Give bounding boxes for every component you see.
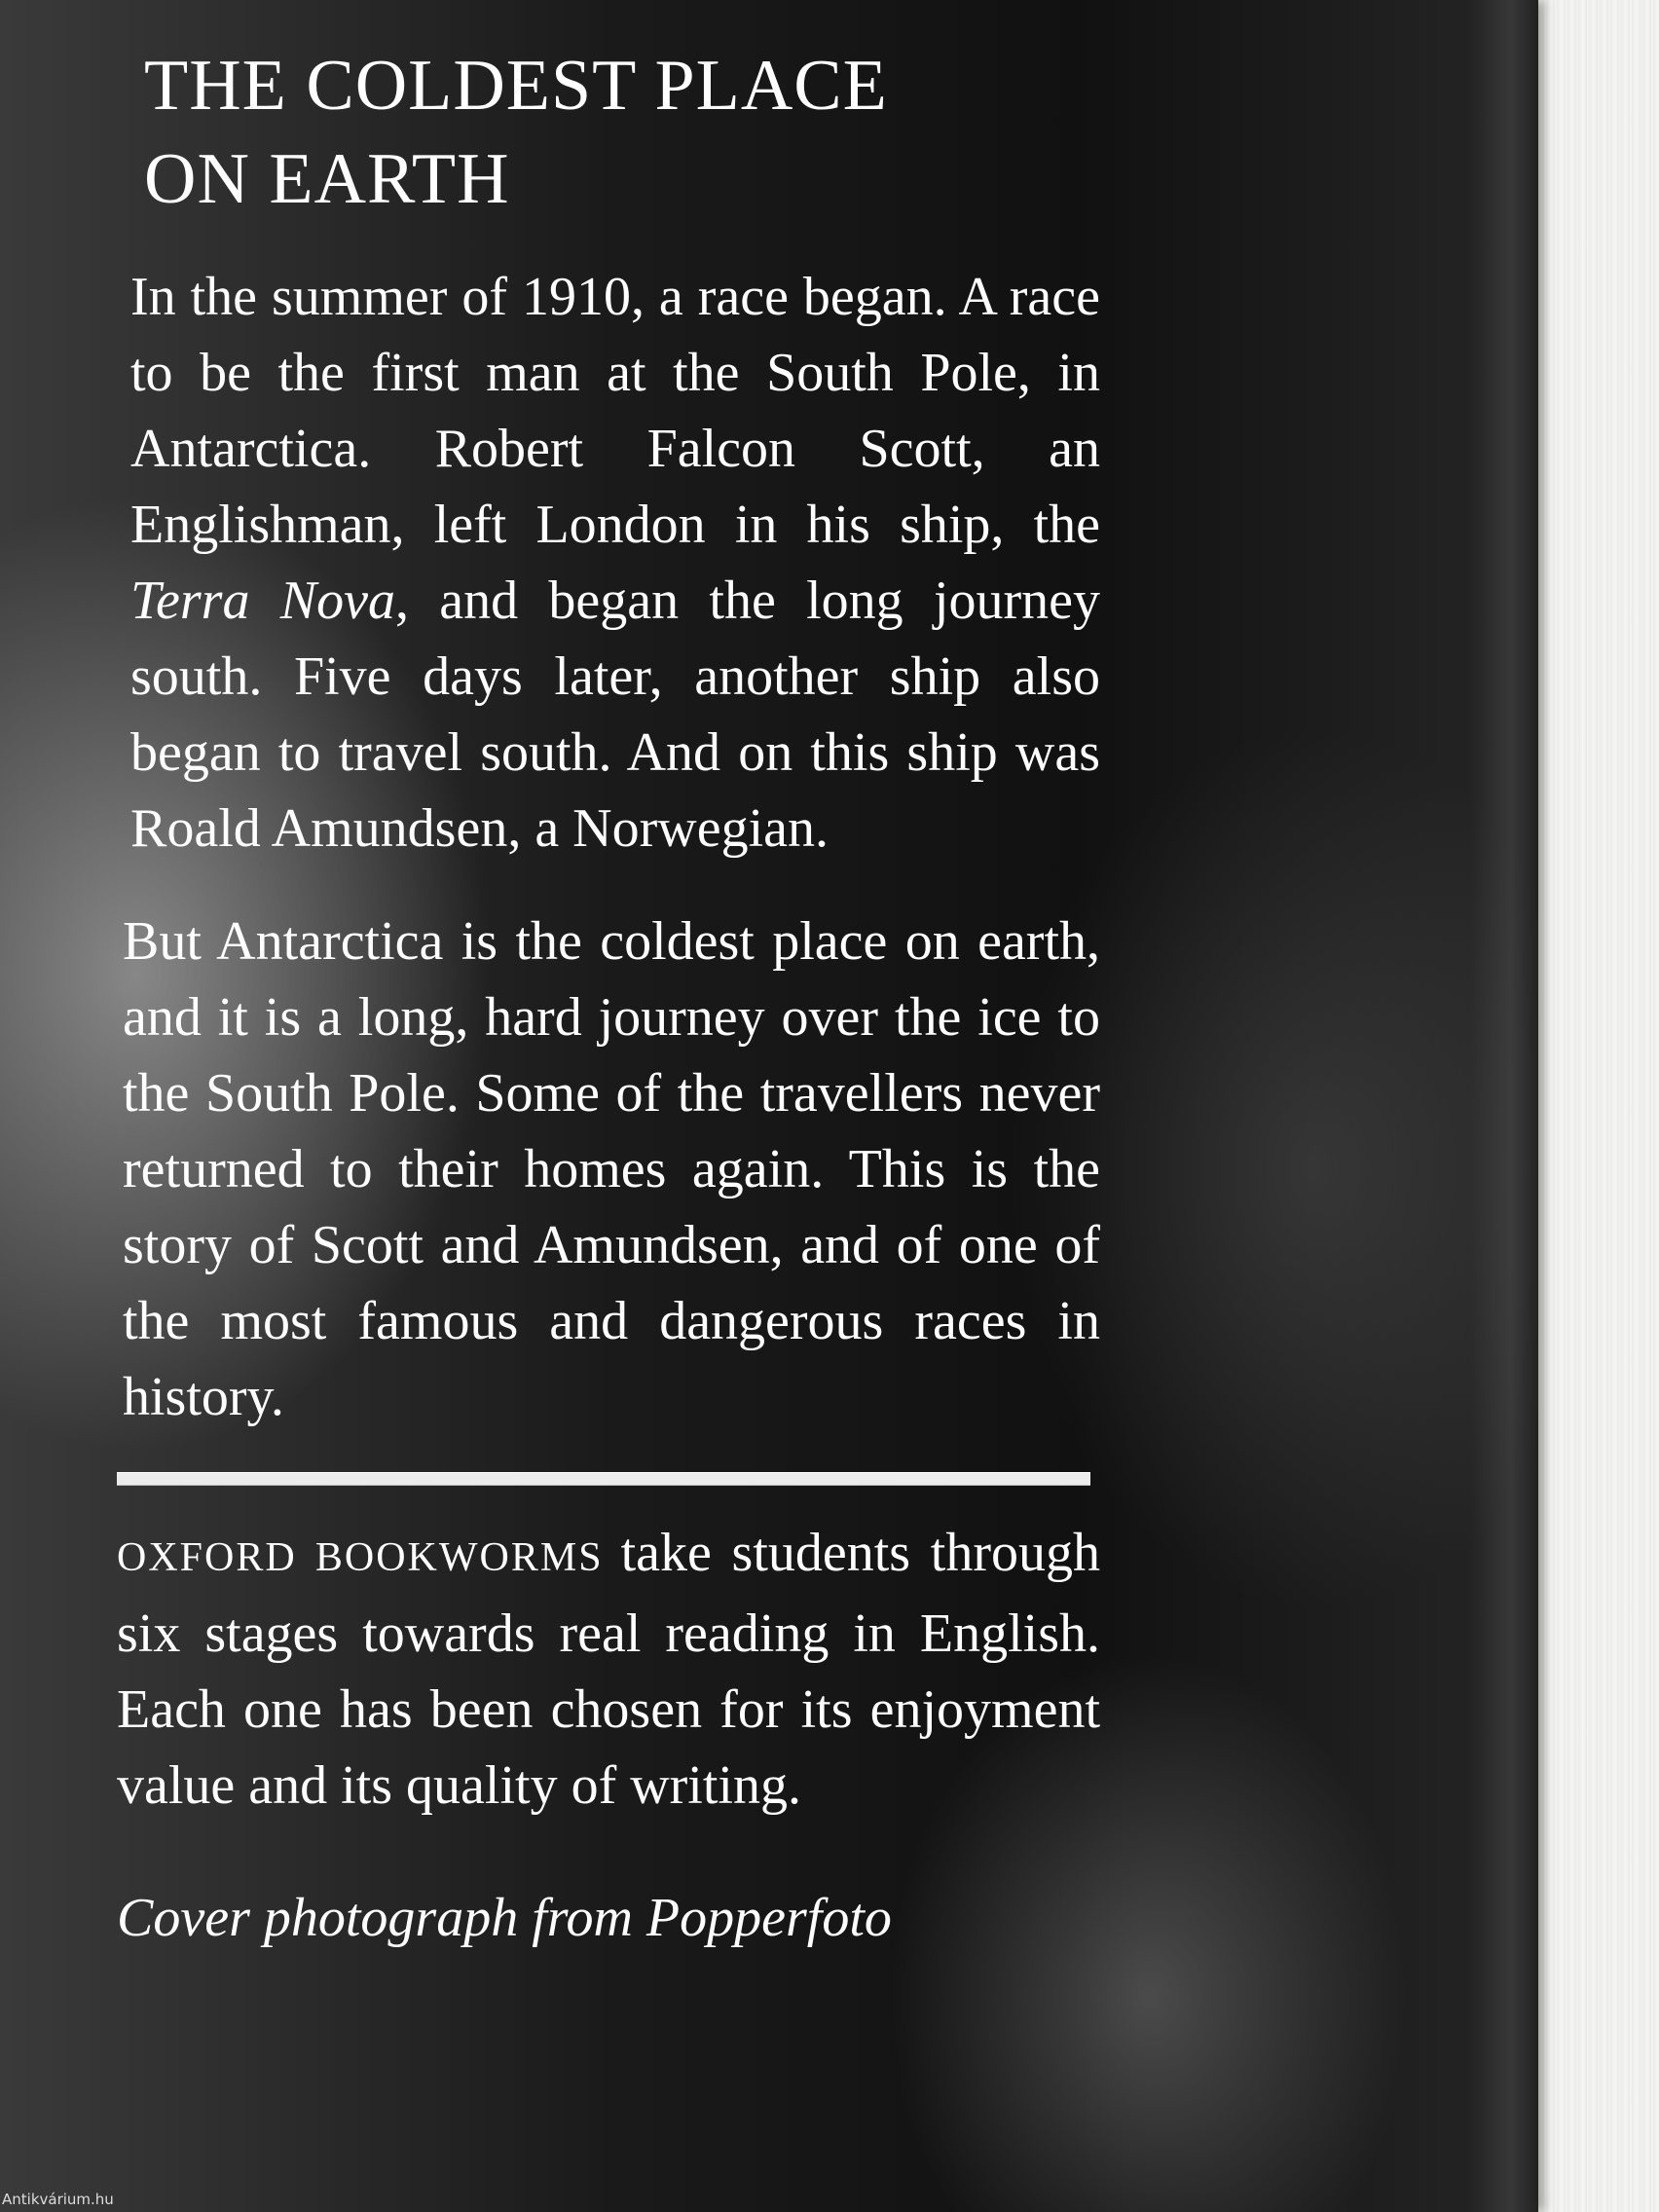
synopsis-1-text-end: , and began the long journey south. Five days later, another ship also began to travel south. And on this ship was Roald Amundsen, a Norwegian.: [130, 571, 1100, 859]
cover-photo-credit: Cover photograph from Popperfoto: [117, 1888, 892, 1948]
title-line-2: ON EARTH: [144, 139, 510, 219]
page-edge-background: [1533, 0, 1659, 2212]
synopsis-paragraph-2: But Antarctica is the coldest place on earth, and it is a long, hard journey over the ice to the South Pole. Some of the travellers never returned to their homes again. This is the story of Scott and Amundsen, and of one of the most famous and dangerous races in history.: [123, 911, 1100, 1427]
synopsis-paragraph-1: [130, 259, 1100, 866]
series-blurb-text: take students through six stages towards real reading in English. Each one has been chosen for its enjoyment value and its quality of writing.: [117, 1523, 1100, 1816]
ship-name-italic: Terra Nova: [130, 571, 395, 631]
divider-rule: [117, 1472, 1090, 1486]
series-blurb: [117, 1515, 1100, 1824]
book-title: [144, 39, 1100, 226]
watermark-text: Antikvárium.hu: [2, 2191, 114, 2208]
series-brand-name: OXFORD BOOKWORMS: [117, 1535, 604, 1580]
cover-text-block: [117, 39, 1100, 1956]
synopsis-1-text-start: In the summer of 1910, a race began. A race to be the first man at the South Pole, in Antarctica. Robert Falcon Scott, an Englishman, left London in his ship, the: [130, 267, 1100, 555]
title-line-1: THE COLDEST PLACE: [144, 46, 888, 126]
